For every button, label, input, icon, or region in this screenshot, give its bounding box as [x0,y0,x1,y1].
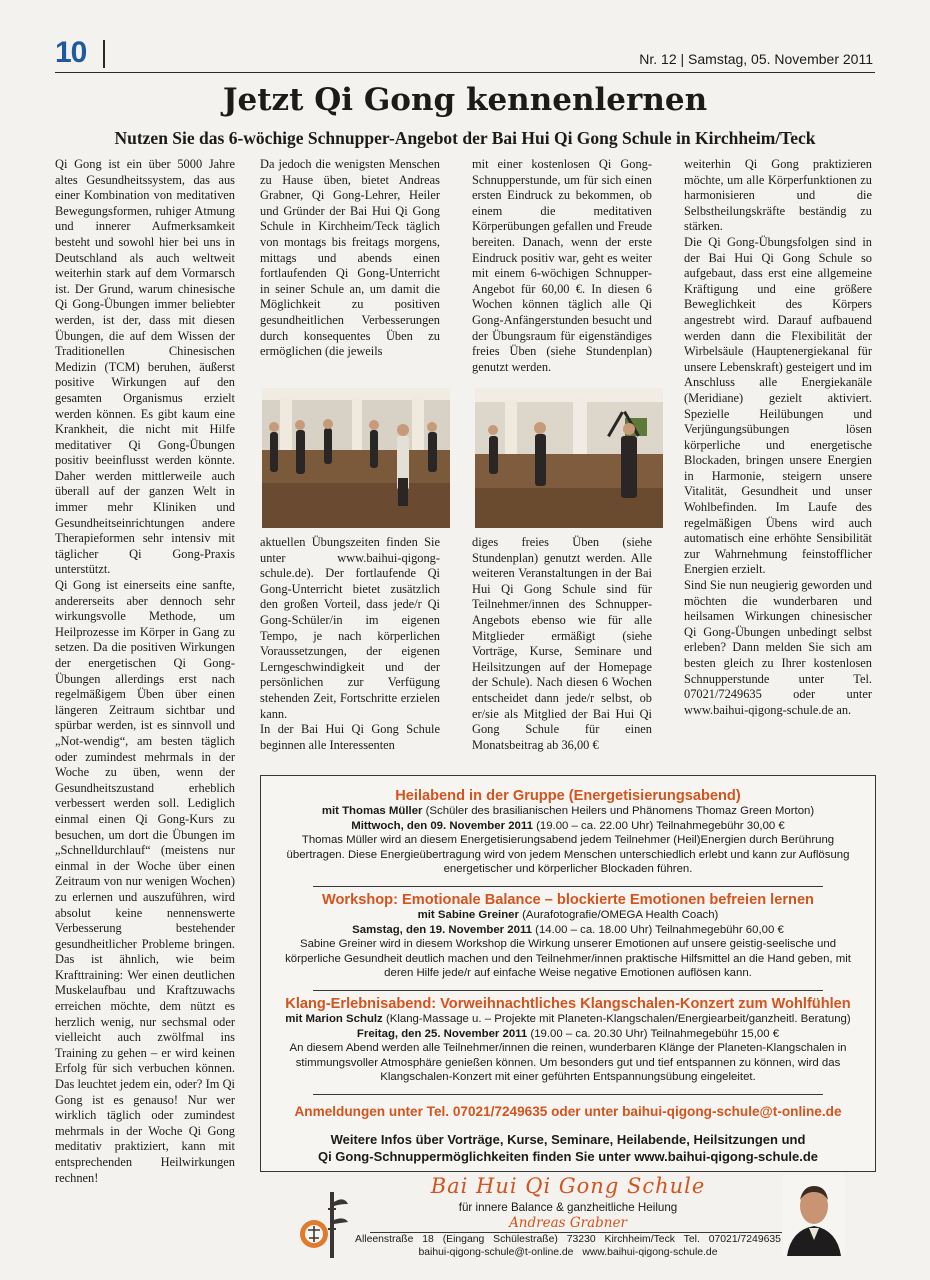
event-divider [313,886,823,887]
paragraph: diges freies Üben (siehe Stundenplan) genutzt werden. Alle weiteren Veranstaltungen in der Bai Hui Qi Gong Schule sind für Teilnehmer/innen des Schnupper-Angebots ebenso wie für alle Mitglieder ermäßigt (siehe Vorträge, Kurse, Seminare und Heilsitzungen auf der Homepage der Schule). Nach diesen 6 Wochen entscheidet dann jede/r selbst, ob er/sie als Mitglied der Bai Hui Qi Gong Schule für einen Monatsbeitrag ab 36,00 € [472,535,652,752]
event-schedule [261,819,875,834]
paragraph: weiterhin Qi Gong praktizieren möchte, um alle Körperfunktionen zu harmonisieren und die Selbstheilungskräfte beständig zu stärken. [684,157,872,234]
page-number: 10 [55,36,87,69]
article-column-1 [55,157,235,1247]
paragraph: Qi Gong ist ein über 5000 Jahre altes Gesundheitssystem, das aus einer Kombination von meditativen Bewegungsformen, ruhiger Atmung und innerer Aufmerksamkeit besteht und sowohl hier bei uns in Deutschland als auch weltweit weiterhin stark auf dem Vormarsch ist. Der Grund, warum chinesische Qi Gong-Übungen immer beliebter werden, ist der, dass mit diesen Übungen, die auf dem Wissen der Traditionellen Chinesischen Medizin (TCM) beruhen, äußerst positive Wirkungen auf den gesamten Organismus erzielt werden können. Es gibt kaum eine Krankheit, die nicht mit Hilfe meditativer Qi Gong-Übungen positiv beeinflusst werden könnte. Daher werden mittlerweile auch überall auf der ganzen Welt in immer mehr Kliniken und Gesundheitseinrichtungen andere Therapieformen sehr intensiv mit täglicher Qi Gong-Praxis unterstützt. [55,157,235,577]
event-host-name: mit Thomas Müller [321,805,423,817]
event-host-name: mit Sabine Greiner [417,909,519,921]
event-host-name: mit Marion Schulz [285,1013,383,1025]
event-divider [313,990,823,991]
event-description: An diesem Abend werden alle Teilnehmer/innen die reinen, wunderbaren Klänge der Planeten-Klangschalen in stimmungsvoller Atmosphäre genießen können. Um besonders gut und tief entspannen zu können, wird das Klangschalen-Konzert mit einer geführten Entspannungsübung eingeleitet. [289,1042,847,1083]
event-1 [261,788,875,877]
event-divider [313,1094,823,1095]
article-column-3-top [472,157,652,382]
event-title: Klang-Erlebnisabend: Vorweihnachtliches Klangschalen-Konzert zum Wohlfühlen [285,996,851,1012]
qigong-class-photo-1 [262,388,450,528]
event-host [261,804,875,819]
article-column-2-bottom [260,535,440,765]
header-divider [103,40,105,68]
event-host [261,908,875,923]
event-time-fee: (19.00 – ca. 22.00 Uhr) Teilnahmegebühr 30,00 € [536,819,785,832]
qigong-class-photo-2 [475,388,663,528]
event-description: Sabine Greiner wird in diesem Workshop die Wirkung unserer Emotionen auf unsere geistig-seelische und körperliche Gesundheit deutlich machen und den Teilnehmer/innen praktische Hilfsmittel an die Hand geben, mit deren Hilfe jede/r auf einfache Weise negative Emotionen auflösen kann. [285,938,851,979]
paragraph: Qi Gong ist einerseits eine sanfte, andererseits aber dennoch sehr wirkungsvolle Methode, um Heilprozesse im Körper in Gang zu setzen. Da die positiven Wirkungen der energetischen Qi Gong-Übungen allerdings erst nach regelmäßigem Üben über einen längeren Zeitraum sichtbar und spürbar werden, ist es sinnvoll und „Not-wendig“, am besten täglich oder zumindest mehrmals in der Woche zu üben, wenn der Gesundheitszustand erheblich verbessert werden soll. Lediglich einmal einen Qi Gong-Kurs zu besuchen, um dort die Übungen im „Schnelldurchlauf“ (meistens nur einmal in der Woche über einen Zeitraum von nur wenigen Wochen) zu erlernen und auszuführen, wird absolut keine nennenswerte Verbesserung bestehender gesundheitlicher Probleme bringen. Das ist ähnlich, wie beim Krafttraining: Wer einen deutlichen Muskelaufbau und Kraftzuwachs erreichen möchte, dem nützt es herzlich wenig, nur sechsmal oder vielleicht auch zwölfmal ins Training zu gehen – er wird keinen Erfolg für sich verbuchen können. Das leuchtet jedem ein, oder? Im Qi Gong ist es genauso! Nur wer wirklich täglich oder zumindest mehrmals in der Woche Qi Gong meditativ praktiziert, kann mit entsprechenden Heilwirkungen rechnen! [55,578,235,1185]
article-column-3-bottom [472,535,652,765]
event-date: Samstag, den 19. November 2011 [352,923,532,936]
event-date: Freitag, den 25. November 2011 [356,1027,528,1040]
registration [261,1104,875,1119]
event-title: Heilabend in der Gruppe (Energetisierungsabend) [395,788,741,804]
paragraph: Da jedoch die wenigsten Menschen zu Hause üben, bietet Andreas Grabner, Qi Gong-Lehrer, Heiler und Gründer der Bai Hui Qi Gong Schule in Kirchheim/Teck täglich von montags bis freitags morgens, mittags und abends einen fortlaufenden Qi Gong-Unterricht in seiner Schule an, um damit die Möglichkeit zu positiven gesundheitlichen Verbesserungen durch konsequentes Üben zu ermöglichen (die jeweils [260,157,440,359]
more-info-line: Weitere Infos über Vorträge, Kurse, Seminare, Heilabende, Heilsitzungen und [330,1132,806,1147]
school-owner: Andreas Grabner [509,1215,627,1231]
teacher-portrait [783,1174,845,1256]
article-title: Jetzt Qi Gong kennenlernen [222,82,708,118]
event-2 [261,892,875,981]
event-time-fee: (19.00 – ca. 20.30 Uhr) Teilnahmegebühr 15,00 € [530,1027,780,1040]
school-name: Bai Hui Qi Gong Schule [430,1174,706,1198]
school-contact: baihui-qigong-schule@t-online.de www.baihui-qigong-schule.de [418,1247,718,1258]
event-host-detail: (Aurafotografie/OMEGA Health Coach) [522,909,719,921]
paragraph: Sind Sie nun neugierig geworden und möchten die wunderbaren und heilsamen Wirkungen chinesischer Qi Gong-Übungen unbedingt selbst erleben? Dann melden Sie sich am besten gleich zu Ihrer kostenlosen Schnupperstunde unter Tel. 07021/7249635 oder unter www.baihui-qigong-schule.de an. [684,578,872,717]
paragraph: Die Qi Gong-Übungsfolgen sind in der Bai Hui Qi Gong Schule so aufgebaut, dass erst eine allgemeine Kräftigung und eine größere Beweglichkeit des Körpers angestrebt wird. Darauf aufbauend werden dann die Flexibilität der Wirbelsäule (Hauptenergiekanal für unsere Lebenskraft) gesteigert und im Anschluss alle Energiekanäle (Meridiane) gezielt aktiviert. Spezielle Heilübungen und Verjüngungsübungen lösen körperliche und energetische Blockaden, bringen unsere Energien in Harmonie, steigern unsere Vitalität, Gesundheit und unser Wohlbefinden. Im Laufe des regelmäßigen Übens wird auch automatisch eine erhöhte Sensibilität zur Wahrnehmung feinstofflicher Energien erzielt. [684,234,872,577]
paragraph: In der Bai Hui Qi Gong Schule beginnen alle Interessenten [260,722,440,752]
school-tagline: für innere Balance & ganzheitliche Heilung [458,1201,678,1214]
issue-date: Nr. 12 | Samstag, 05. November 2011 [639,51,873,67]
event-host-detail: (Klang-Massage u. – Projekte mit Planeten-Klangschalen/Energiearbeit/ganzheitl. Beratung) [385,1013,851,1025]
events-box [260,775,876,1172]
paragraph: mit einer kostenlosen Qi Gong-Schnupperstunde, um für sich einen ersten Eindruck zu bekommen, ob einem die meditativen Körperübungen gefallen und Freude bereiten. Danach, wenn der erste Eindruck positiv war, geht es weiter mit einem 6-wöchigen Schnupper-Angebot für 60,00 €. In diesen 6 Wochen können täglich alle Qi Gong-Anfängerstunden besucht und der Übungsraum für eigenständiges freies Üben (siehe Stundenplan) genutzt werden. [472,157,652,374]
registration-info: Anmeldungen unter Tel. 07021/7249635 oder unter baihui-qigong-schule@t-online.de [294,1104,842,1119]
article-column-2-top [260,157,440,382]
address-divider [370,1232,782,1233]
more-info [261,1131,875,1165]
more-info-line: Qi Gong-Schnuppermöglichkeiten finden Sie unter www.baihui-qigong-schule.de [317,1149,819,1164]
event-3 [261,996,875,1085]
event-host [261,1012,875,1027]
event-time-fee: (14.00 – ca. 18.00 Uhr) Teilnahmegebühr 60,00 € [535,923,784,936]
paragraph: aktuellen Übungszeiten finden Sie unter www.baihui-qigong-schule.de). Der fortlaufende Qi Gong-Unterricht bietet zusätzlich den großen Vorteil, dass jede/r Qi Gong-Schüler/in im eigenen Tempo, je nach körperlichen Voraussetzungen, der eigenen Lerngeschwindigkeit und der persönlichen zur Verfügung stehenden Zeit, Fortschritte erzielen kann. [260,535,440,721]
school-footer [260,1172,876,1262]
event-date: Mittwoch, den 09. November 2011 [351,819,533,832]
event-description: Thomas Müller wird an diesem Energetisierungsabend jedem Teilnehmer (Heil)Energien durch Berührung übertragen. Diese Energieübertragung wird von jedem Menschen unterschiedlich erlebt und kann zur Auflösung energetischer und körperlicher Blockaden führen. [286,834,850,875]
page-header [55,38,875,73]
article-column-4 [684,157,872,767]
school-address: Alleenstraße 18 (Eingang Schülestraße) 73230 Kirchheim/Teck Tel. 07021/7249635 [355,1234,781,1245]
event-schedule [261,1027,875,1042]
event-title: Workshop: Emotionale Balance – blockierte Emotionen befreien lernen [322,892,814,908]
article-subtitle: Nutzen Sie das 6-wöchige Schnupper-Angebot der Bai Hui Qi Gong Schule in Kirchheim/Teck [114,128,816,148]
event-schedule [261,923,875,938]
event-host-detail: (Schüler des brasilianischen Heilers und Phänomens Thomaz Green Morton) [425,805,815,817]
